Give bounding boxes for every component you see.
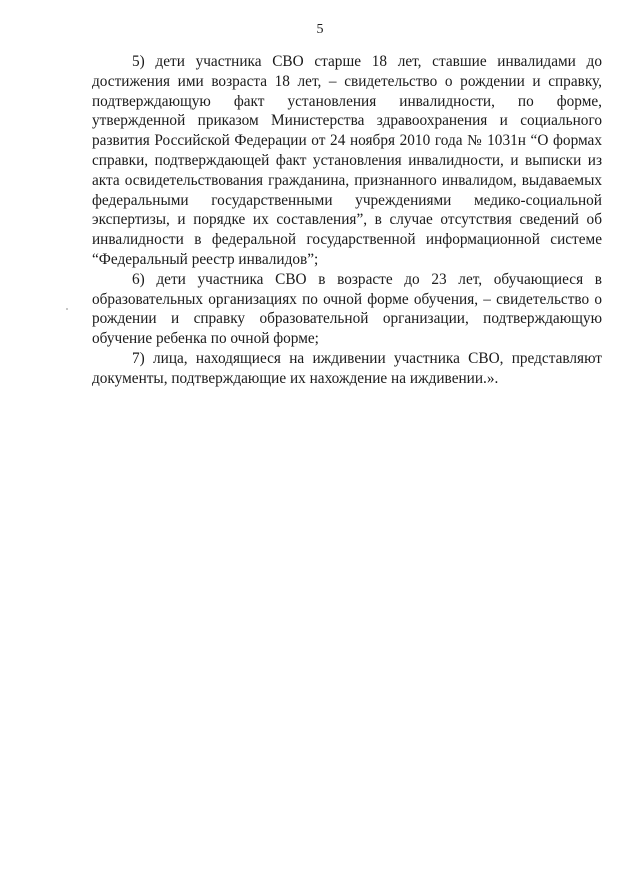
document-body xyxy=(92,52,602,389)
paragraph-item-5: 5) дети участника СВО старше 18 лет, ставшие инвалидами до достижения ими возраста 18 лет, – свидетельство о рождении и справку, подтверждающую факт установления инвалидности, по форме, утвержденной приказом Министерства здравоохранения и социального развития Российской Федерации от 24 ноября 2010 года № 1031н “О формах справки, подтверждающей факт установления инвалидности, и выписки из акта освидетельствования гражданина, признанного инвалидом, выдаваемых федеральными государственными учреждениями медико-социальной экспертизы, и порядке их составления”, в случае отсутствия сведений об инвалидности в федеральной государственной информационной системе “Федеральный реестр инвалидов”; xyxy=(92,53,602,268)
paragraph-item-6: 6) дети участника СВО в возрасте до 23 лет, обучающиеся в образовательных организациях по очной форме обучения, – свидетельство о рождении и справку образовательной организации, подтверждающую обучение ребенка по очной форме; xyxy=(92,270,602,348)
paragraph-item-7: 7) лица, находящиеся на иждивении участника СВО, представляют документы, подтверждающие их нахождение на иждивении.». xyxy=(92,349,602,387)
page-number: 5 xyxy=(316,22,324,37)
scan-speck xyxy=(66,308,68,310)
